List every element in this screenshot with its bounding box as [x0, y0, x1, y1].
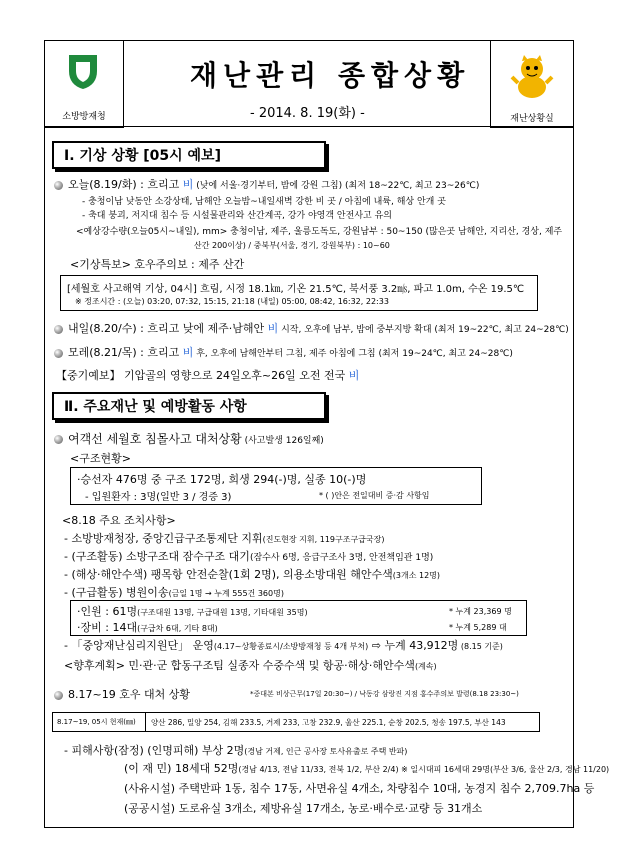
bullet-icon — [54, 349, 63, 358]
tiger-mascot-icon — [510, 55, 554, 101]
hospital-stats: - 입원환자 : 3명(일반 3 / 경증 3) — [85, 492, 232, 503]
expected-rain-2: 산간 200이상) / 중북부(서울, 경기, 강원북부) : 10~60 — [194, 241, 390, 250]
equip-stats: ·장비 : 14대(구급차 6대, 기타 8대) — [77, 621, 218, 634]
damage-displaced: (이 재 민) 18세대 52명(경남 4/13, 전남 11/33, 전북 1/2, 부산 2/4) ※ 일시대피 16세대 29명(부산 3/6, 울산 2/3, 경남 11/20) — [124, 762, 610, 775]
midterm-forecast: 【중기예보】 기압골의 영향으로 24일오후~26일 오전 전국 비 — [56, 369, 360, 382]
people-total: * 누계 23,369 명 — [449, 607, 512, 616]
passenger-box — [70, 467, 482, 505]
bullet-icon — [54, 181, 63, 190]
sewol-weather-box — [60, 275, 538, 311]
action-3: - (해상·해안수색) 팽목항 안전순찰(1회 2명), 의용소방대원 해안수색(3개소 12명) — [64, 568, 441, 581]
bullet-icon — [54, 325, 63, 334]
future-plan: <향후계획> 민·관·군 합동구조팀 실종자 수중수색 및 항공·해상·해안수색(계속) — [64, 659, 437, 672]
section2-heading: Ⅱ. 주요재난 및 예방활동 사항 — [52, 392, 326, 420]
section1-heading: Ⅰ. 기상 상황 [05시 예보] — [52, 141, 326, 169]
org-logo-box — [44, 40, 124, 128]
action-1: - 소방방재청장, 중앙긴급구조통제단 지휘(진도현장 지휘, 119구조구급국장) — [64, 532, 385, 545]
resources-box — [70, 600, 527, 636]
expected-rain-1: <예상강수량(오늘05시~내일), mm> 충청이남, 제주, 울릉도독도, 강원남부 : 50~150 (많은곳 남해안, 지리산, 경상, 제주 — [76, 227, 563, 237]
damage-public: (공공시설) 도로유실 3개소, 제방유실 17개소, 농로·배수로·교량 등 31개소 — [124, 802, 483, 815]
sewol-weather: [세월호 사고해역 기상, 04시] 흐림, 시정 18.1㎞, 기온 21.5℃, 북서풍 3.2㎧, 파고 1.0m, 수온 19.5℃ — [67, 284, 525, 295]
bullet-icon — [54, 691, 63, 700]
doc-date: - 2014. 8. 19(화) - — [250, 106, 365, 121]
today-note-1: - 충청이남 낮동안 소강상태, 남해안 오늘밤~내일새벽 강한 비 곳 / 아침에 내륙, 해상 안개 곳 — [82, 197, 446, 207]
rain-response-title: 8.17~19 호우 대처 상황 — [54, 686, 190, 702]
today-note-2: - 축대 붕괴, 저지대 침수 등 시설물관리와 산간계곡, 강가 야영객 안전사고 유의 — [82, 211, 392, 221]
passenger-stats: ·승선자 476명 중 구조 172명, 희생 294(-)명, 실종 10(-)명 — [77, 473, 367, 486]
damage-private: (사유시설) 주택반파 1동, 침수 17동, 사면유실 4개소, 차량침수 10대, 농경지 침수 2,709.7ha 등 — [124, 782, 595, 795]
actions-title: <8.18 주요 조치사항> — [62, 514, 176, 527]
equip-total: * 누계 5,289 대 — [449, 623, 507, 632]
tomorrow-forecast: 내일(8.20/수) : 흐리고 낮에 제주·남해안 비 시작, 오후에 남부, 밤에 중부지방 확대 (최저 19~22℃, 최고 24~28℃) — [54, 320, 569, 336]
dept-name: 재난상황실 — [510, 114, 554, 124]
shield-logo-icon — [63, 51, 103, 91]
doc-title: 재난관리 종합상황 — [190, 59, 471, 92]
action-4: - (구급활동) 병원이송(금일 1명 → 누계 555건 360명) — [64, 586, 284, 599]
rainfall-label: 8.17~19, 05시 현재(㎜) — [57, 718, 136, 726]
dayafter-forecast: 모레(8.21/목) : 흐리고 비 후, 오후에 남해안부터 그침, 제주 아침에 그침 (최저 19~24℃, 최고 24~28℃) — [54, 344, 513, 360]
damage-injury: - 피해사항(잠정) (인명피해) 부상 2명(경남 거제, 인근 공사장 토사유출로 주택 반파) — [64, 744, 408, 757]
bullet-icon — [54, 435, 63, 444]
header-divider — [44, 126, 574, 127]
org-name: 소방방재청 — [62, 112, 106, 122]
action-2: - (구조활동) 소방구조대 잠수구조 대기(잠수사 6명, 응급구조사 3명, 안전책임관 1명) — [64, 550, 434, 563]
today-forecast: 오늘(8.19/화) : 흐리고 비 (낮에 서울·경기부터, 밤에 강원 그침) (최저 18~22℃, 최고 23~26℃) — [54, 176, 479, 192]
rainfall-divider — [145, 713, 146, 731]
rainfall-table — [52, 712, 540, 732]
sewol-title: 여객선 세월호 침몰사고 대처상황 (사고발생 126일째) — [54, 430, 324, 447]
tide-times: ※ 정조시간 : (오늘) 03:20, 07:32, 15:15, 21:18 (내일) 05:00, 08:42, 16:32, 22:33 — [75, 297, 389, 306]
hospital-note: * ( )안은 전일대비 증·감 사항임 — [319, 491, 430, 500]
people-stats: ·인원 : 61명(구조대원 13명, 구급대원 13명, 기타대원 35명) — [77, 605, 308, 618]
weather-warning: <기상특보> 호우주의보 : 제주 산간 — [70, 258, 245, 271]
psych-support: - 「중앙재난심리지원단」 운영(4.17~상황종료시/소방방재청 등 4개 부처) ⇨ 누계 43,912명 (8.15 기준) — [64, 639, 503, 652]
dept-logo-box — [490, 40, 574, 128]
rainfall-values: 양산 286, 밀양 254, 김해 233.5, 거제 233, 고창 232.9, 울산 225.1, 순창 202.5, 청송 197.5, 부산 143 — [151, 718, 506, 727]
rain-response-note: *중대본 비상근무(17일 20:30~) / 낙동강 삼랑진 지점 홍수주의보 발령(8.18 23:30~) — [250, 690, 519, 698]
rescue-status-label: <구조현황> — [70, 452, 131, 465]
